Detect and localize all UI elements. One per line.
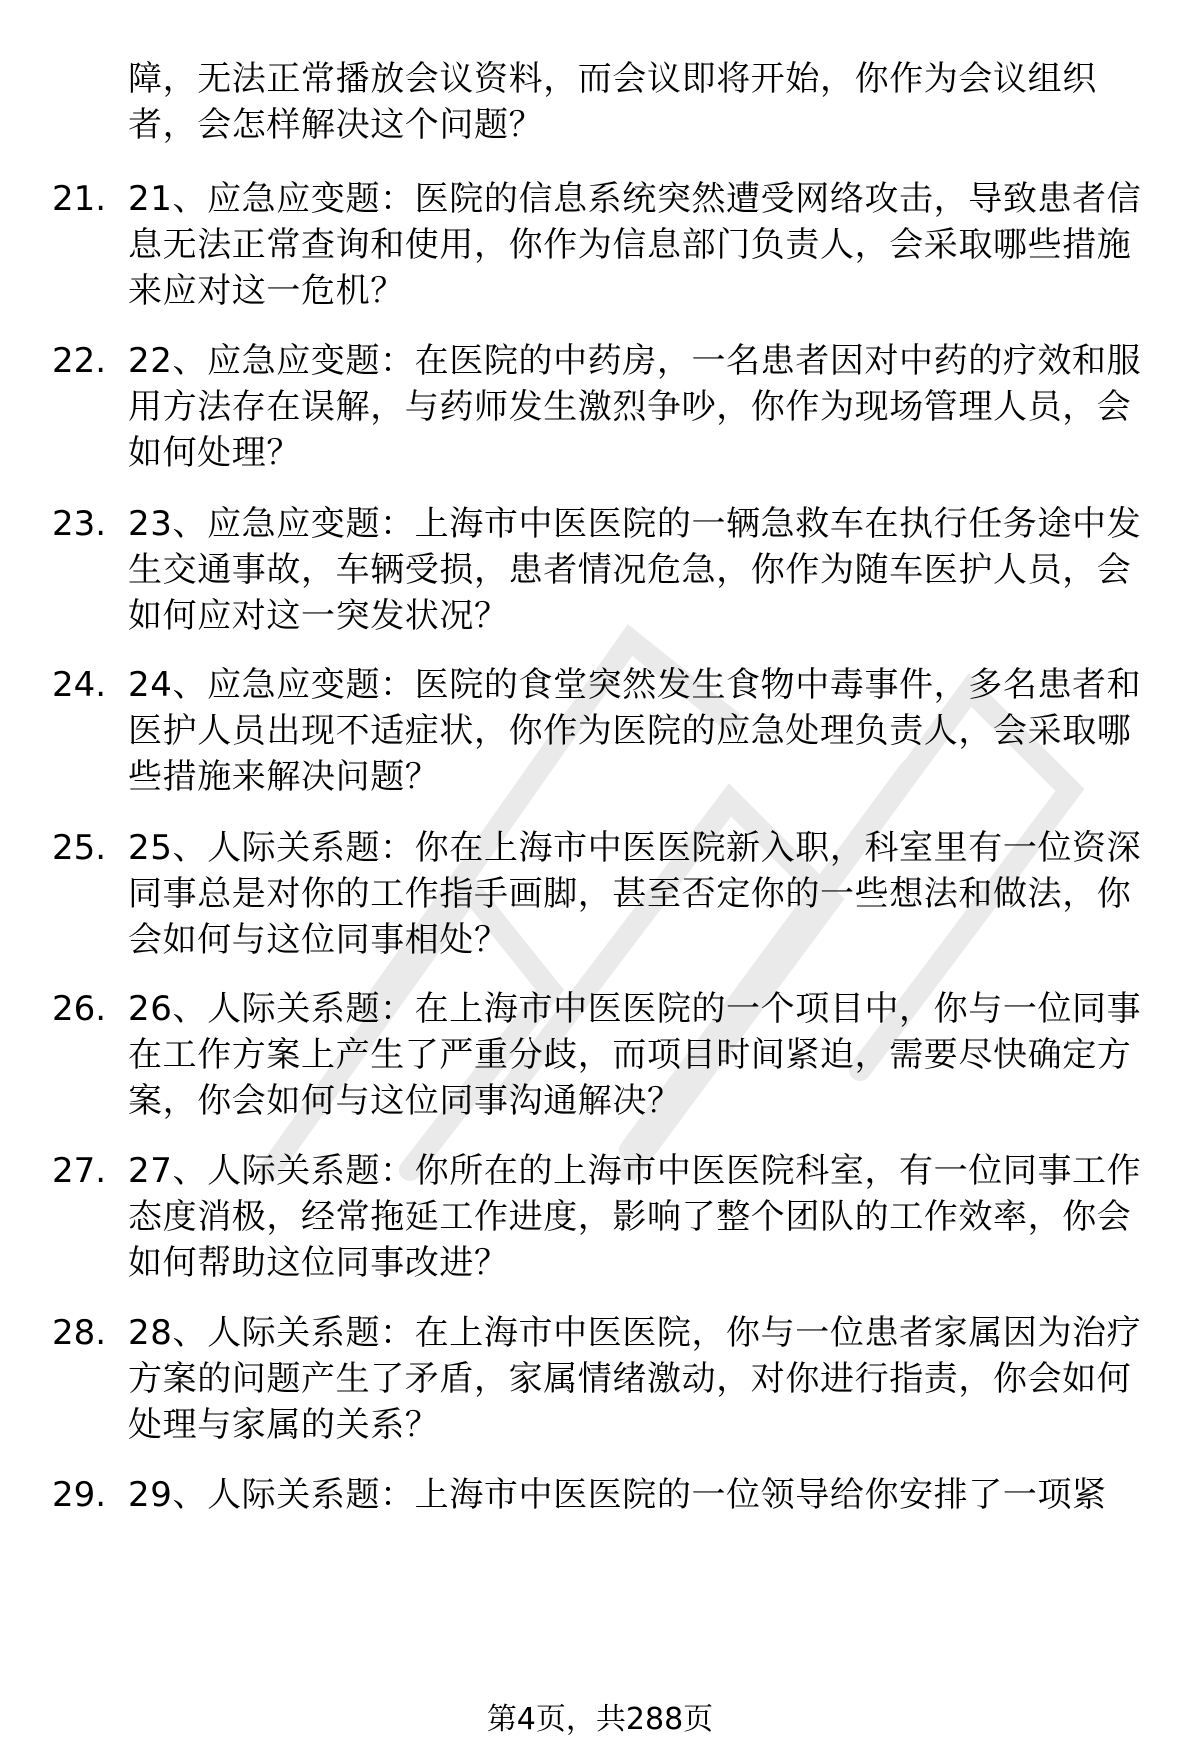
item-text: 24、应急应变题：医院的食堂突然发生食物中毒事件，多名患者和医护人员出现不适症状，你作为医院的应急处理负责人，会采取哪些措施来解决问题？	[128, 665, 1142, 797]
item-number: 22.	[52, 341, 107, 381]
item-text: 29、人际关系题：上海市中医医院的一位领导给你安排了一项紧	[128, 1475, 1107, 1515]
item-text: 25、人际关系题：你在上海市中医医院新入职，科室里有一位资深同事总是对你的工作指手画脚，甚至否定你的一些想法和做法，你会如何与这位同事相处？	[128, 828, 1142, 960]
item-text: 22、应急应变题：在医院的中药房，一名患者因对中药的疗效和服用方法存在误解，与药师发生激烈争吵，你作为现场管理人员，会如何处理？	[128, 341, 1142, 473]
item-number: 23.	[52, 504, 107, 544]
item-number: 21.	[52, 179, 107, 219]
item-number: 24.	[52, 665, 107, 705]
item-text: 27、人际关系题：你所在的上海市中医医院科室，有一位同事工作态度消极，经常拖延工作进度，影响了整个团队的工作效率，你会如何帮助这位同事改进？	[128, 1151, 1142, 1283]
item-number: 29.	[52, 1475, 107, 1515]
page-footer: 第4页，共288页	[486, 1702, 714, 1737]
item-number: 26.	[52, 989, 107, 1029]
item-number: 28.	[52, 1313, 107, 1353]
item-text: 23、应急应变题：上海市中医医院的一辆急救车在执行任务途中发生交通事故，车辆受损，患者情况危急，你作为随车医护人员，会如何应对这一突发状况？	[128, 504, 1142, 636]
item-number: 25.	[52, 828, 107, 868]
item-text: 26、人际关系题：在上海市中医医院的一个项目中，你与一位同事在工作方案上产生了严重分歧，而项目时间紧迫，需要尽快确定方案，你会如何与这位同事沟通解决？	[128, 989, 1142, 1121]
item-text: 21、应急应变题：医院的信息系统突然遭受网络攻击，导致患者信息无法正常查询和使用，你作为信息部门负责人，会采取哪些措施来应对这一危机？	[128, 179, 1142, 311]
continued-text: 障，无法正常播放会议资料，而会议即将开始，你作为会议组织者，会怎样解决这个问题？	[128, 59, 1097, 145]
item-text: 28、人际关系题：在上海市中医医院，你与一位患者家属因为治疗方案的问题产生了矛盾，家属情绪激动，对你进行指责，你会如何处理与家属的关系？	[128, 1313, 1142, 1445]
item-number: 27.	[52, 1151, 107, 1191]
